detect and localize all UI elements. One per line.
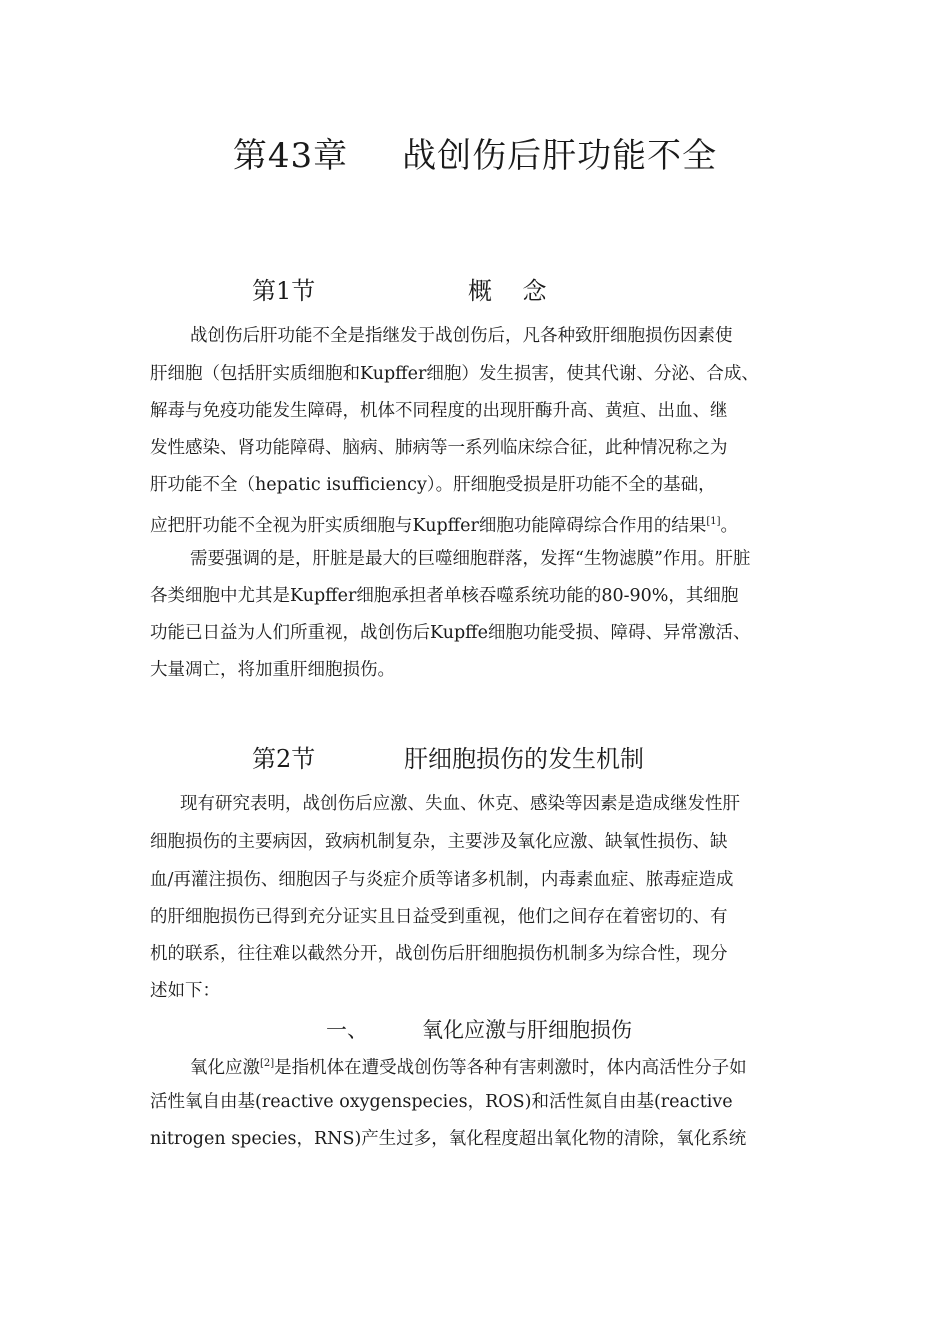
chapter-label: 第43章 [232,136,349,176]
text-line: 述如下： [150,981,220,1001]
text-segment: 应把肝功能不全视为肝实质细胞与Kupffer细胞功能障碍综合作用的结果 [150,516,707,536]
text-line: 的肝细胞损伤已得到充分证实且日益受到重视，他们之间存在着密切的、有 [150,907,728,927]
text-line: 肝功能不全（hepatic isufficiency）。肝细胞受损是肝功能不全的基础， [150,475,716,495]
text-line: 战创伤后肝功能不全是指继发于战创伤后，凡各种致肝细胞损伤因素使 [190,326,733,346]
citation-ref: [1] [706,516,721,527]
text-line: 肝细胞（包括肝实质细胞和Kupffer细胞）发生损害，使其代谢、分泌、合成、 [150,364,759,384]
text-line: 大量凋亡，将加重肝细胞损伤。 [150,660,395,680]
text-segment: 氧化应激 [190,1058,260,1078]
subsection-number: 一、 [326,1018,368,1042]
text-line: 细胞损伤的主要病因，致病机制复杂，主要涉及氧化应激、缺氧性损伤、缺 [150,832,728,852]
text-line: 功能已日益为人们所重视，战创伤后Kupffe细胞功能受损、障碍、异常激活、 [150,623,751,643]
text-line: 发性感染、肾功能障碍、脑病、肺病等一系列临床综合征，此种情况称之为 [150,438,728,458]
text-line: 解毒与免疫功能发生障碍，机体不同程度的出现肝酶升高、黄疸、出血、继 [150,401,728,421]
text-line: 各类细胞中尤其是Kupffer细胞承担者单核吞噬系统功能的80-90%，其细胞 [150,586,739,606]
text-segment: 。 [720,516,738,536]
text-segment: 是指机体在遭受战创伤等各种有害刺激时，体内高活性分子如 [274,1058,747,1078]
section-title: 概 念 [468,277,547,305]
chapter-name: 战创伤后肝功能不全 [402,136,718,176]
section-number: 第2节 [252,745,316,773]
citation-ref: [2] [260,1058,275,1069]
section-title: 肝细胞损伤的发生机制 [404,745,644,773]
text-line: 活性氧自由基(reactive oxygenspecies，ROS)和活性氮自由基(reactive [150,1092,733,1112]
chapter-title [0,128,950,177]
subsection-title: 氧化应激与肝细胞损伤 [422,1018,632,1042]
text-line: 血/再灌注损伤、细胞因子与炎症介质等诸多机制，内毒素血症、脓毒症造成 [150,870,734,890]
text-line: 机的联系，往往难以截然分开，战创伤后肝细胞损伤机制多为综合性，现分 [150,944,728,964]
text-line: nitrogen species，RNS)产生过多，氧化程度超出氧化物的清除，氧化系统 [150,1129,747,1149]
text-line [190,1052,747,1080]
text-line: 现有研究表明，战创伤后应激、失血、休克、感染等因素是造成继发性肝 [180,794,740,814]
section-number: 第1节 [252,277,316,305]
text-line: 需要强调的是，肝脏是最大的巨噬细胞群落，发挥“生物滤膜”作用。肝脏 [190,549,751,569]
text-line [150,510,738,538]
